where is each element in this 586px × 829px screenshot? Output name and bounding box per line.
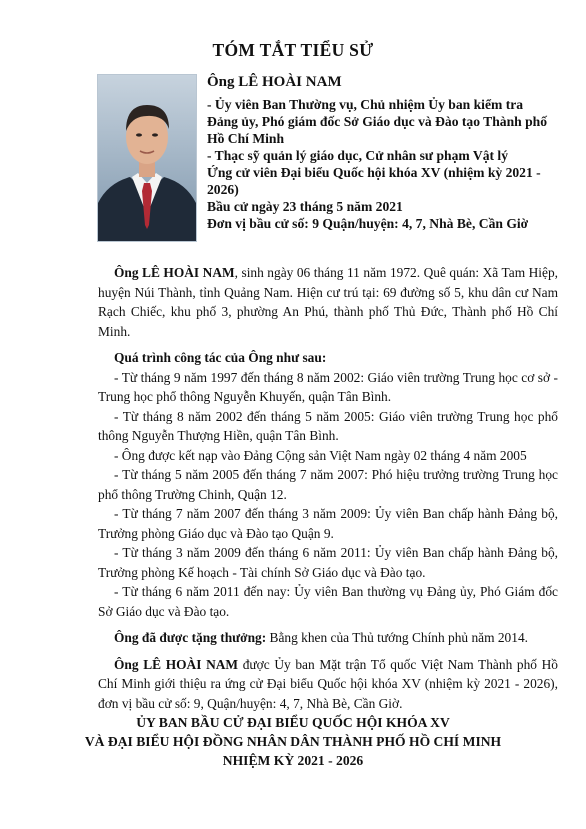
portrait-image xyxy=(98,75,196,241)
footer-line-2: VÀ ĐẠI BIỂU HỘI ĐỒNG NHÂN DÂN THÀNH PHỐ HỒ CHÍ MINH xyxy=(84,734,502,749)
constituency-line: Đơn vị bầu cử số: 9 Quận/huyện: 4, 7, Nhà Bè, Cần Giờ xyxy=(207,216,529,231)
intro-text: , sinh ngày 06 tháng 11 năm 1972. Quê quán: Xã Tam Hiệp, huyện Núi Thành, tỉnh Quảng Nam. Hiện cư trú tại: 69 đường số 5, khu dân cư Nam Rạch Chiếc, khu phố 3, phường An Phú, thành phố Thủ Đức, Thành phố Hồ Chí Minh. xyxy=(98,265,558,339)
election-date: Bầu cử ngày 23 tháng 5 năm 2021 xyxy=(207,199,403,214)
career-item: - Ông được kết nạp vào Đảng Cộng sản Việt Nam ngày 02 tháng 4 năm 2005 xyxy=(114,447,527,463)
footer-line-3: NHIỆM KỲ 2021 - 2026 xyxy=(222,753,364,768)
nomination-name: Ông LÊ HOÀI NAM xyxy=(114,656,239,672)
career-item: - Từ tháng 5 năm 2005 đến tháng 7 năm 2007: Phó hiệu trưởng trường Trung học phổ thông Trường Chinh, Quận 12. xyxy=(98,467,558,502)
footer-committee xyxy=(0,713,586,770)
page-title: TÓM TẮT TIỂU SỬ xyxy=(212,40,374,60)
awards-label: Ông đã được tặng thưởng: xyxy=(114,630,267,645)
nomination-text: được Ủy ban Mặt trận Tổ quốc Việt Nam Thành phố Hồ Chí Minh giới thiệu ra ứng cử Đại biểu Quốc hội khóa XV (nhiệm kỳ 2021 - 2026), đơn vị bầu cử số: 9, Quận/huyện: 4, 7, Nhà Bè, Cần Giờ. xyxy=(98,656,559,711)
header-info xyxy=(207,74,557,232)
candidate-name: Ông LÊ HOÀI NAM xyxy=(207,74,342,90)
footer-line-1: ỦY BAN BẦU CỬ ĐẠI BIỂU QUỐC HỘI KHÓA XV xyxy=(136,715,450,730)
career-item: - Từ tháng 9 năm 1997 đến tháng 8 năm 2002: Giáo viên trường Trung học cơ sở - Trung học phổ thông Nguyễn Khuyến, quận Tân Bình. xyxy=(98,369,558,404)
position-line-1: - Ủy viên Ban Thường vụ, Chủ nhiệm Ủy ban kiểm tra Đảng ủy, Phó giám đốc Sở Giáo dục và Đào tạo Thành phố Hồ Chí Minh xyxy=(207,97,548,146)
position-line-2: - Thạc sỹ quản lý giáo dục, Cử nhân sư phạm Vật lý xyxy=(207,148,508,163)
intro-paragraph xyxy=(98,263,558,341)
career-item: - Từ tháng 3 năm 2009 đến tháng 6 năm 2011: Ủy viên Ban chấp hành Đảng bộ, Trưởng phòng Kế hoạch - Tài chính Sở Giáo dục và Đào tạo. xyxy=(98,545,558,580)
biography-body xyxy=(98,263,558,713)
awards-text: Bằng khen của Thủ tướng Chính phủ năm 2014. xyxy=(266,630,528,645)
nomination-paragraph xyxy=(98,655,558,714)
career-item: - Từ tháng 7 năm 2007 đến tháng 3 năm 2009: Ủy viên Ban chấp hành Đảng bộ, Trưởng phòng Giáo dục và Đào tạo Quận 9. xyxy=(98,506,558,541)
portrait-photo xyxy=(97,74,197,242)
intro-name: Ông LÊ HOÀI NAM xyxy=(114,265,235,280)
career-list xyxy=(98,368,558,622)
candidacy-line: Ứng cử viên Đại biểu Quốc hội khóa XV (nhiệm kỳ 2021 - 2026) xyxy=(207,165,541,197)
awards-paragraph xyxy=(98,628,558,648)
career-item: - Từ tháng 8 năm 2002 đến tháng 5 năm 2005: Giáo viên trường Trung học phổ thông Nguyễn Thượng Hiền, quận Tân Bình. xyxy=(98,408,558,443)
career-item: - Từ tháng 6 năm 2011 đến nay: Ủy viên Ban thường vụ Đảng ủy, Phó Giám đốc Sở Giáo dục và Đào tạo. xyxy=(98,584,558,619)
career-heading: Quá trình công tác của Ông như sau: xyxy=(114,350,327,365)
